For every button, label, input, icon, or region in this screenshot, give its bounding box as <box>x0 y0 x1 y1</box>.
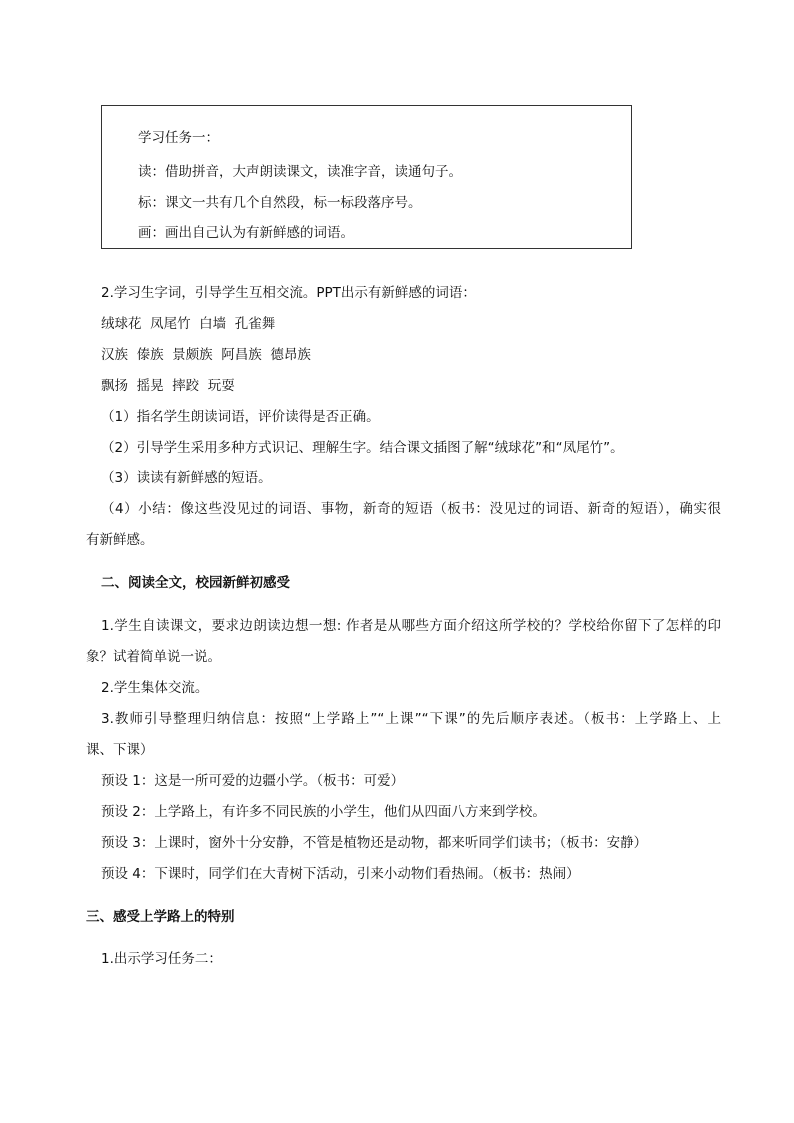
sub-item-1: （1）指名学生朗读词语，评价读得是否正确。 <box>101 409 380 425</box>
section-2-step-1-line-2: 象？试着简单说一说。 <box>86 649 221 665</box>
task-item-read: 读：借助拼音，大声朗读课文，读准字音，读通句子。 <box>138 164 462 180</box>
summary-line-2: 有新鲜感。 <box>86 532 154 548</box>
task-item-draw: 画：画出自己认为有新鲜感的词语。 <box>138 225 354 241</box>
word-group-3: 飘扬 摇晃 摔跤 玩耍 <box>101 378 235 394</box>
sub-item-3: （3）读读有新鲜感的短语。 <box>101 470 272 486</box>
word-group-2: 汉族 傣族 景颇族 阿昌族 德昂族 <box>101 347 311 363</box>
section-2-heading: 二、阅读全文，校园新鲜初感受 <box>101 575 290 591</box>
section-3-heading: 三、感受上学路上的特别 <box>86 909 235 925</box>
section-2-step-1-line-1: 1.学生自读课文，要求边朗读边想一想: 作者是从哪些方面介绍这所学校的？学校给你留下了怎样的印 <box>101 618 721 634</box>
step-2-vocabulary: 2.学习生字词，引导学生互相交流。PPT出示有新鲜感的词语： <box>101 285 476 301</box>
word-group-1: 绒球花 凤尾竹 白墙 孔雀舞 <box>101 316 276 332</box>
preset-1: 预设 1：这是一所可爱的边疆小学。（板书：可爱） <box>101 773 405 789</box>
preset-4: 预设 4：下课时，同学们在大青树下活动，引来小动物们看热闹。（板书：热闹） <box>101 866 580 882</box>
learning-task-box <box>101 105 632 249</box>
section-2-step-3-line-2: 课、下课） <box>86 742 154 758</box>
task-box-title: 学习任务一： <box>138 130 219 146</box>
section-3-step-1: 1.出示学习任务二： <box>101 951 222 967</box>
summary-line-1: （4）小结：像这些没见过的词语、事物，新奇的短语（板书：没见过的词语、新奇的短语），确实很 <box>101 501 721 517</box>
section-2-step-3-line-1: 3.教师引导整理归纳信息：按照“上学路上”“上课”“下课”的先后顺序表述。（板书：上学路上、上 <box>101 711 721 727</box>
preset-2: 预设 2：上学路上，有许多不同民族的小学生，他们从四面八方来到学校。 <box>101 804 546 820</box>
section-2-step-2: 2.学生集体交流。 <box>101 680 209 696</box>
sub-item-2: （2）引导学生采用多种方式识记、理解生字。结合课文插图了解“绒球花”和“凤尾竹”。 <box>101 440 624 456</box>
task-item-mark: 标：课文一共有几个自然段，标一标段落序号。 <box>138 195 422 211</box>
preset-3: 预设 3：上课时，窗外十分安静，不管是植物还是动物，都来听同学们读书；（板书：安静） <box>101 835 648 851</box>
